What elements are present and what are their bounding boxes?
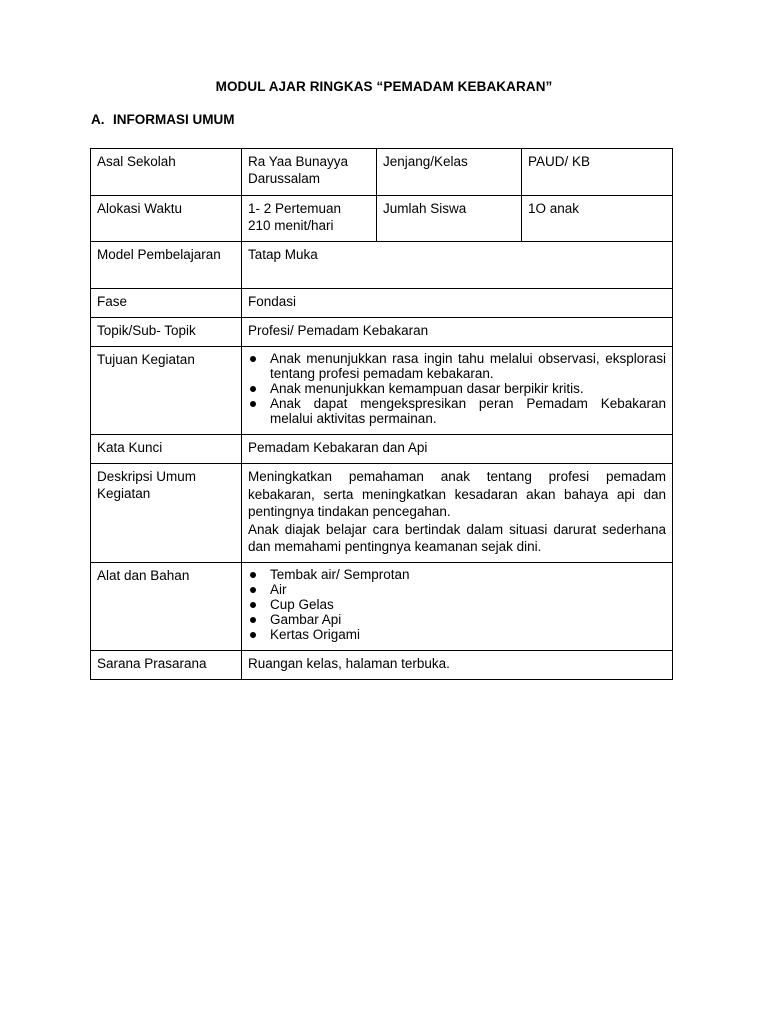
label-jenjang-kelas: Jenjang/Kelas: [377, 149, 522, 196]
deskripsi-paragraph-1: Meningkatkan pemahaman anak tentang profesi pemadam kebakaran, serta meningkatkan kesadaran akan bahaya api dan pentingnya tindakan pencegahan.: [248, 469, 666, 519]
table-row: [91, 289, 673, 318]
value-sarana: Ruangan kelas, halaman terbuka.: [242, 650, 673, 679]
alat-list: [248, 567, 666, 642]
value-jumlah-siswa: 1O anak: [522, 196, 673, 242]
table-row: [91, 562, 673, 650]
document-title: MODUL AJAR RINGKAS “PEMADAM KEBAKARAN”: [215, 79, 553, 94]
table-row: [91, 464, 673, 563]
value-fase: Fondasi: [242, 289, 673, 318]
list-item: Anak menunjukkan rasa ingin tahu melalui observasi, eksplorasi tentang profesi pemadam kebakaran.: [248, 351, 666, 381]
value-tujuan: [242, 347, 673, 435]
value-kata-kunci: Pemadam Kebakaran dan Api: [242, 435, 673, 464]
label-deskripsi: Deskripsi Umum Kegiatan: [91, 464, 242, 563]
value-topik: Profesi/ Pemadam Kebakaran: [242, 318, 673, 347]
label-tujuan: Tujuan Kegiatan: [91, 347, 242, 435]
section-number: A.: [91, 112, 105, 127]
label-model: Model Pembelajaran: [91, 242, 242, 289]
list-item: Tembak air/ Semprotan: [248, 567, 666, 582]
list-item: Air: [248, 582, 666, 597]
value-pertemuan: 1- 2 Pertemuan: [248, 201, 342, 216]
table-row: [91, 242, 673, 289]
label-topik: Topik/Sub- Topik: [91, 318, 242, 347]
value-alat-bahan: [242, 562, 673, 650]
list-item: Cup Gelas: [248, 597, 666, 612]
label-alat-bahan: Alat dan Bahan: [91, 562, 242, 650]
table-row: [91, 650, 673, 679]
list-item: Anak menunjukkan kemampuan dasar berpikir kritis.: [248, 381, 666, 396]
label-asal-sekolah: Asal Sekolah: [91, 149, 242, 196]
label-jumlah-siswa: Jumlah Siswa: [377, 196, 522, 242]
value-menit: 210 menit/hari: [248, 218, 334, 233]
list-item: Gambar Api: [248, 612, 666, 627]
section-heading: [91, 112, 235, 127]
label-alokasi-waktu: Alokasi Waktu: [91, 196, 242, 242]
label-sarana: Sarana Prasarana: [91, 650, 242, 679]
value-jenjang-kelas: PAUD/ KB: [522, 149, 673, 196]
deskripsi-paragraph-2: Anak diajak belajar cara bertindak dalam situasi darurat sederhana dan memahami pentingnya keamanan sejak dini.: [248, 521, 666, 554]
value-asal-sekolah: Ra Yaa Bunayya Darussalam: [242, 149, 377, 196]
value-deskripsi: [242, 464, 673, 563]
section-title: INFORMASI UMUM: [113, 112, 235, 127]
label-kata-kunci: Kata Kunci: [91, 435, 242, 464]
list-item: Anak dapat mengekspresikan peran Pemadam Kebakaran melalui aktivitas permainan.: [248, 396, 666, 426]
value-alokasi-waktu: [242, 196, 377, 242]
table-row: [91, 149, 673, 196]
table-row: [91, 318, 673, 347]
list-item: Kertas Origami: [248, 627, 666, 642]
tujuan-list: [248, 351, 666, 426]
info-table: [90, 148, 673, 680]
table-row: [91, 435, 673, 464]
value-model: Tatap Muka: [242, 242, 673, 289]
table-row: [91, 347, 673, 435]
label-fase: Fase: [91, 289, 242, 318]
table-row: [91, 196, 673, 242]
